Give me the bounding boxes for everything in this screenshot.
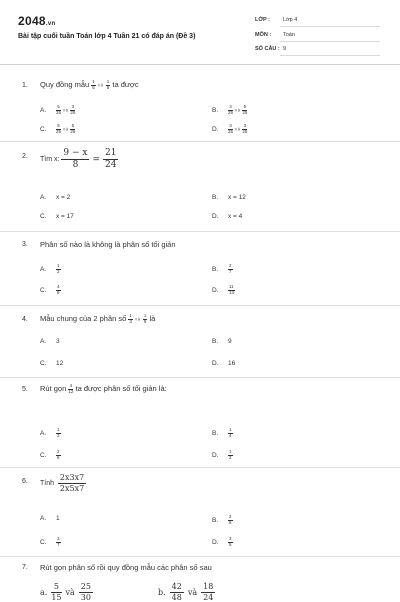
- option-d[interactable]: D. $\frac{11}{13}$: [212, 284, 234, 295]
- meta-label-class: LỚP :: [255, 17, 270, 23]
- question-divider: [0, 377, 400, 378]
- question-divider: [0, 231, 400, 232]
- option-a[interactable]: A. $\frac{1}{2}$: [40, 263, 60, 274]
- fraction: $\frac{1}{9}$: [143, 313, 147, 324]
- fraction: $\frac{2x3x7}{2x5x7}$: [59, 473, 85, 493]
- option-b[interactable]: B. 9: [212, 338, 232, 345]
- option-a[interactable]: A. $\frac{5}{25}$ và $\frac{3}{25}$: [40, 104, 76, 115]
- option-c[interactable]: C. 12: [40, 360, 64, 367]
- question-number: 6.: [22, 478, 28, 485]
- option-a[interactable]: A. 1: [40, 515, 60, 522]
- fraction: $\frac{21}{24}$: [105, 148, 117, 170]
- fraction: $\frac{1}{3}$: [129, 313, 132, 324]
- option-a[interactable]: A. 3: [40, 338, 60, 345]
- meta-value-class: Lớp 4: [283, 17, 298, 23]
- question-number: 3.: [22, 241, 28, 248]
- question-number: 7.: [22, 564, 28, 571]
- option-b[interactable]: B. $\frac{1}{4}$: [212, 427, 232, 438]
- fraction: $\frac{4}{12}$: [68, 383, 74, 394]
- option-b[interactable]: B. $\frac{2}{7}$: [212, 263, 232, 274]
- question-text: Rút gọn $\frac{4}{12}$ ta được phân số tối giản là:: [40, 383, 167, 394]
- option-b[interactable]: B. $\frac{2}{5}$: [212, 514, 232, 525]
- question-divider: [0, 305, 400, 306]
- question-text: Mẫu chung của 2 phân số $\frac{1}{3}$ và $\frac{1}{9}$ là: [40, 313, 156, 324]
- question-divider: [0, 141, 400, 142]
- fraction: $\frac{9 - x}{8}$: [63, 148, 88, 170]
- option-c[interactable]: C. $\frac{5}{25}$ và $\frac{5}{25}$: [40, 123, 76, 134]
- option-d[interactable]: D. $\frac{3}{5}$: [212, 536, 232, 547]
- option-d[interactable]: D. x = 4: [212, 213, 243, 220]
- expression: Tính $\frac{2x3x7}{2x5x7}$: [40, 473, 85, 493]
- equation: Tìm x: $\frac{9 - x}{8}$ = $\frac{21}{24}$: [40, 148, 117, 170]
- option-b[interactable]: B. $\frac{3}{25}$ và $\frac{5}{25}$: [212, 104, 248, 115]
- option-b[interactable]: B. x = 12: [212, 194, 246, 201]
- option-d[interactable]: D. $\frac{1}{2}$: [212, 449, 232, 460]
- option-c[interactable]: C. $\frac{3}{7}$: [40, 536, 60, 547]
- question-text: Quy đồng mẫu $\frac{1}{5}$ và $\frac{1}{5}$ ta được: [40, 79, 139, 90]
- meta-line: [280, 55, 380, 56]
- site-logo[interactable]: 2048.vn: [18, 14, 56, 28]
- fraction: $\frac{1}{5}$: [106, 79, 110, 90]
- meta-label-subject: MÔN :: [255, 32, 272, 38]
- question-number: 1.: [22, 82, 28, 89]
- meta-value-subject: Toán: [283, 32, 295, 38]
- option-d[interactable]: D. $\frac{3}{25}$ và $\frac{3}{25}$: [212, 123, 248, 134]
- meta-label-count: SỐ CÂU :: [255, 46, 280, 52]
- option-c[interactable]: C. x = 17: [40, 213, 74, 220]
- part-b: b. $\frac{42}{48}$ và $\frac{18}{24}$: [158, 582, 214, 602]
- worksheet-header: [0, 0, 400, 70]
- fraction: $\frac{1}{5}$: [92, 79, 95, 90]
- option-c[interactable]: C. $\frac{2}{6}$: [40, 449, 60, 460]
- question-divider: [0, 556, 400, 557]
- header-divider: [0, 64, 400, 65]
- question-number: 2.: [22, 153, 28, 160]
- worksheet-title: Bài tập cuối tuần Toán lớp 4 Tuần 21 có đáp án (Đề 3): [18, 33, 196, 40]
- question-number: 4.: [22, 316, 28, 323]
- option-c[interactable]: C. $\frac{4}{8}$: [40, 284, 60, 295]
- question-text: Rút gọn phân số rồi quy đồng mẫu các phân số sau: [40, 563, 212, 572]
- question-divider: [0, 467, 400, 468]
- option-a[interactable]: A. x = 2: [40, 194, 71, 201]
- meta-value-count: 9: [283, 46, 287, 52]
- question-text: Phân số nào là không là phân số tối giản: [40, 240, 176, 249]
- option-a[interactable]: A. $\frac{1}{3}$: [40, 427, 60, 438]
- part-a: a. $\frac{5}{15}$ và $\frac{25}{30}$: [40, 582, 91, 602]
- meta-line: [280, 41, 380, 42]
- question-number: 5.: [22, 386, 28, 393]
- meta-line: [280, 26, 380, 27]
- option-d[interactable]: D. 16: [212, 360, 236, 367]
